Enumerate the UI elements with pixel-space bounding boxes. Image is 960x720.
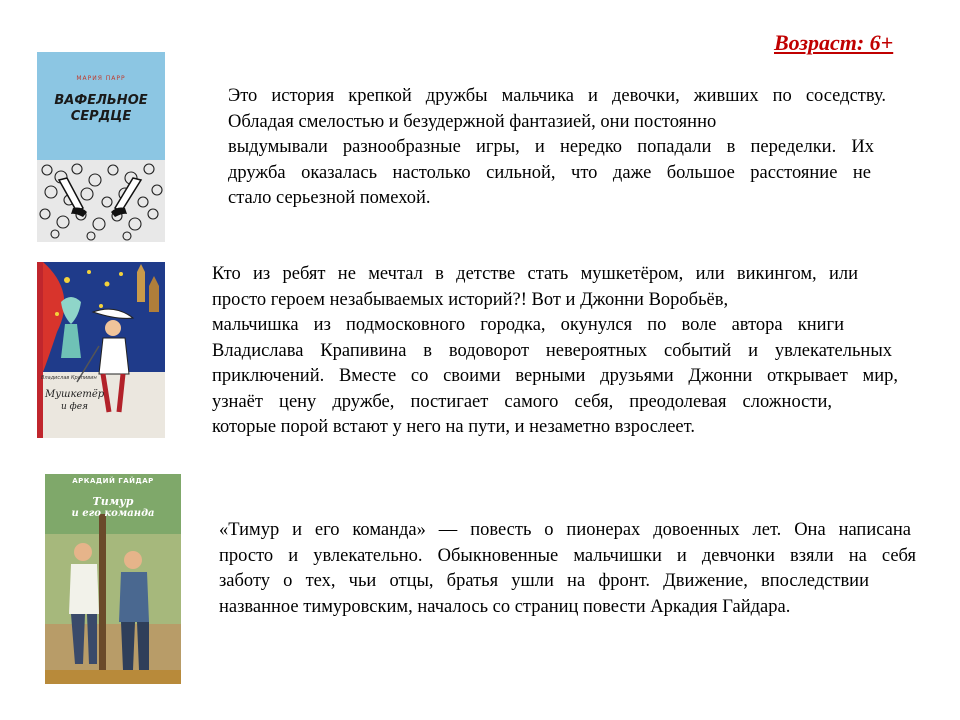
description-line: заботу о тех, чьи отцы, братья ушли на фронт. Движение, впоследствии bbox=[219, 571, 869, 591]
description-line: стало серьезной помехой. bbox=[228, 188, 431, 208]
description-line: приключений. Вместе со своими верными друзьями Джонни открывает мир, bbox=[212, 366, 898, 386]
description-line: узнаёт цену дружбе, постигает самого себя, преодолевая сложности, bbox=[212, 391, 832, 412]
book-description-musketeer-and-fairy bbox=[212, 262, 898, 441]
cover-title-line1: Тимур bbox=[92, 495, 134, 508]
book-cover-timur-and-his-team bbox=[45, 474, 181, 684]
description-line: названное тимуровским, началось со страниц повести Аркадия Гайдара. bbox=[219, 596, 791, 617]
book-description-waffle-heart bbox=[228, 84, 886, 212]
cover-title-line2: СЕРДЦЕ bbox=[70, 109, 132, 124]
description-line: Обладая смелостью и безудержной фантазией, они постоянно bbox=[228, 111, 717, 132]
cover-title-line2: и его команда bbox=[71, 508, 155, 519]
cover-title-line1: Мушкетёр bbox=[45, 389, 105, 400]
description-line: Владислава Крапивина в водоворот невероятных событий и увлекательных bbox=[212, 340, 892, 361]
cover-title-line1: ВАФЕЛЬНОЕ bbox=[54, 93, 148, 108]
description-line: которые порой встают у него на пути, и незаметно взрослеет. bbox=[212, 417, 695, 437]
description-line: Это история крепкой дружбы мальчика и девочки, живших по соседству. bbox=[228, 86, 886, 106]
description-line: выдумывали разнообразные игры, и нередко попадали в переделки. Их bbox=[228, 137, 874, 157]
book-cover-waffle-heart bbox=[37, 52, 165, 242]
description-line: дружба оказалась настолько сильной, что даже большое расстояние не bbox=[228, 162, 871, 183]
description-line: «Тимур и его команда» — повесть о пионерах довоенных лет. Она написана bbox=[219, 520, 911, 540]
description-line: просто и увлекательно. Обыкновенные мальчишки и девчонки взяли на себя bbox=[219, 545, 916, 566]
cover-author: АРКАДИЙ ГАЙДАР bbox=[72, 477, 154, 485]
age-rating-label: Возраст: 6+ bbox=[774, 30, 894, 55]
description-line: Кто из ребят не мечтал в детстве стать мушкетёром, или викингом, или bbox=[212, 264, 858, 284]
book-cover-musketeer-and-fairy bbox=[37, 262, 165, 438]
description-line: просто героем незабываемых историй?! Вот и Джонни Воробьёв, bbox=[212, 289, 729, 310]
cover-author: Владислав Крапивин bbox=[41, 375, 97, 381]
description-line: мальчишка из подмосковного городка, окунулся по воле автора книги bbox=[212, 315, 844, 335]
cover-title-line2: и фея bbox=[61, 402, 88, 412]
cover-author: МАРИЯ ПАРР bbox=[76, 75, 126, 82]
book-description-timur-and-his-team bbox=[219, 518, 916, 620]
